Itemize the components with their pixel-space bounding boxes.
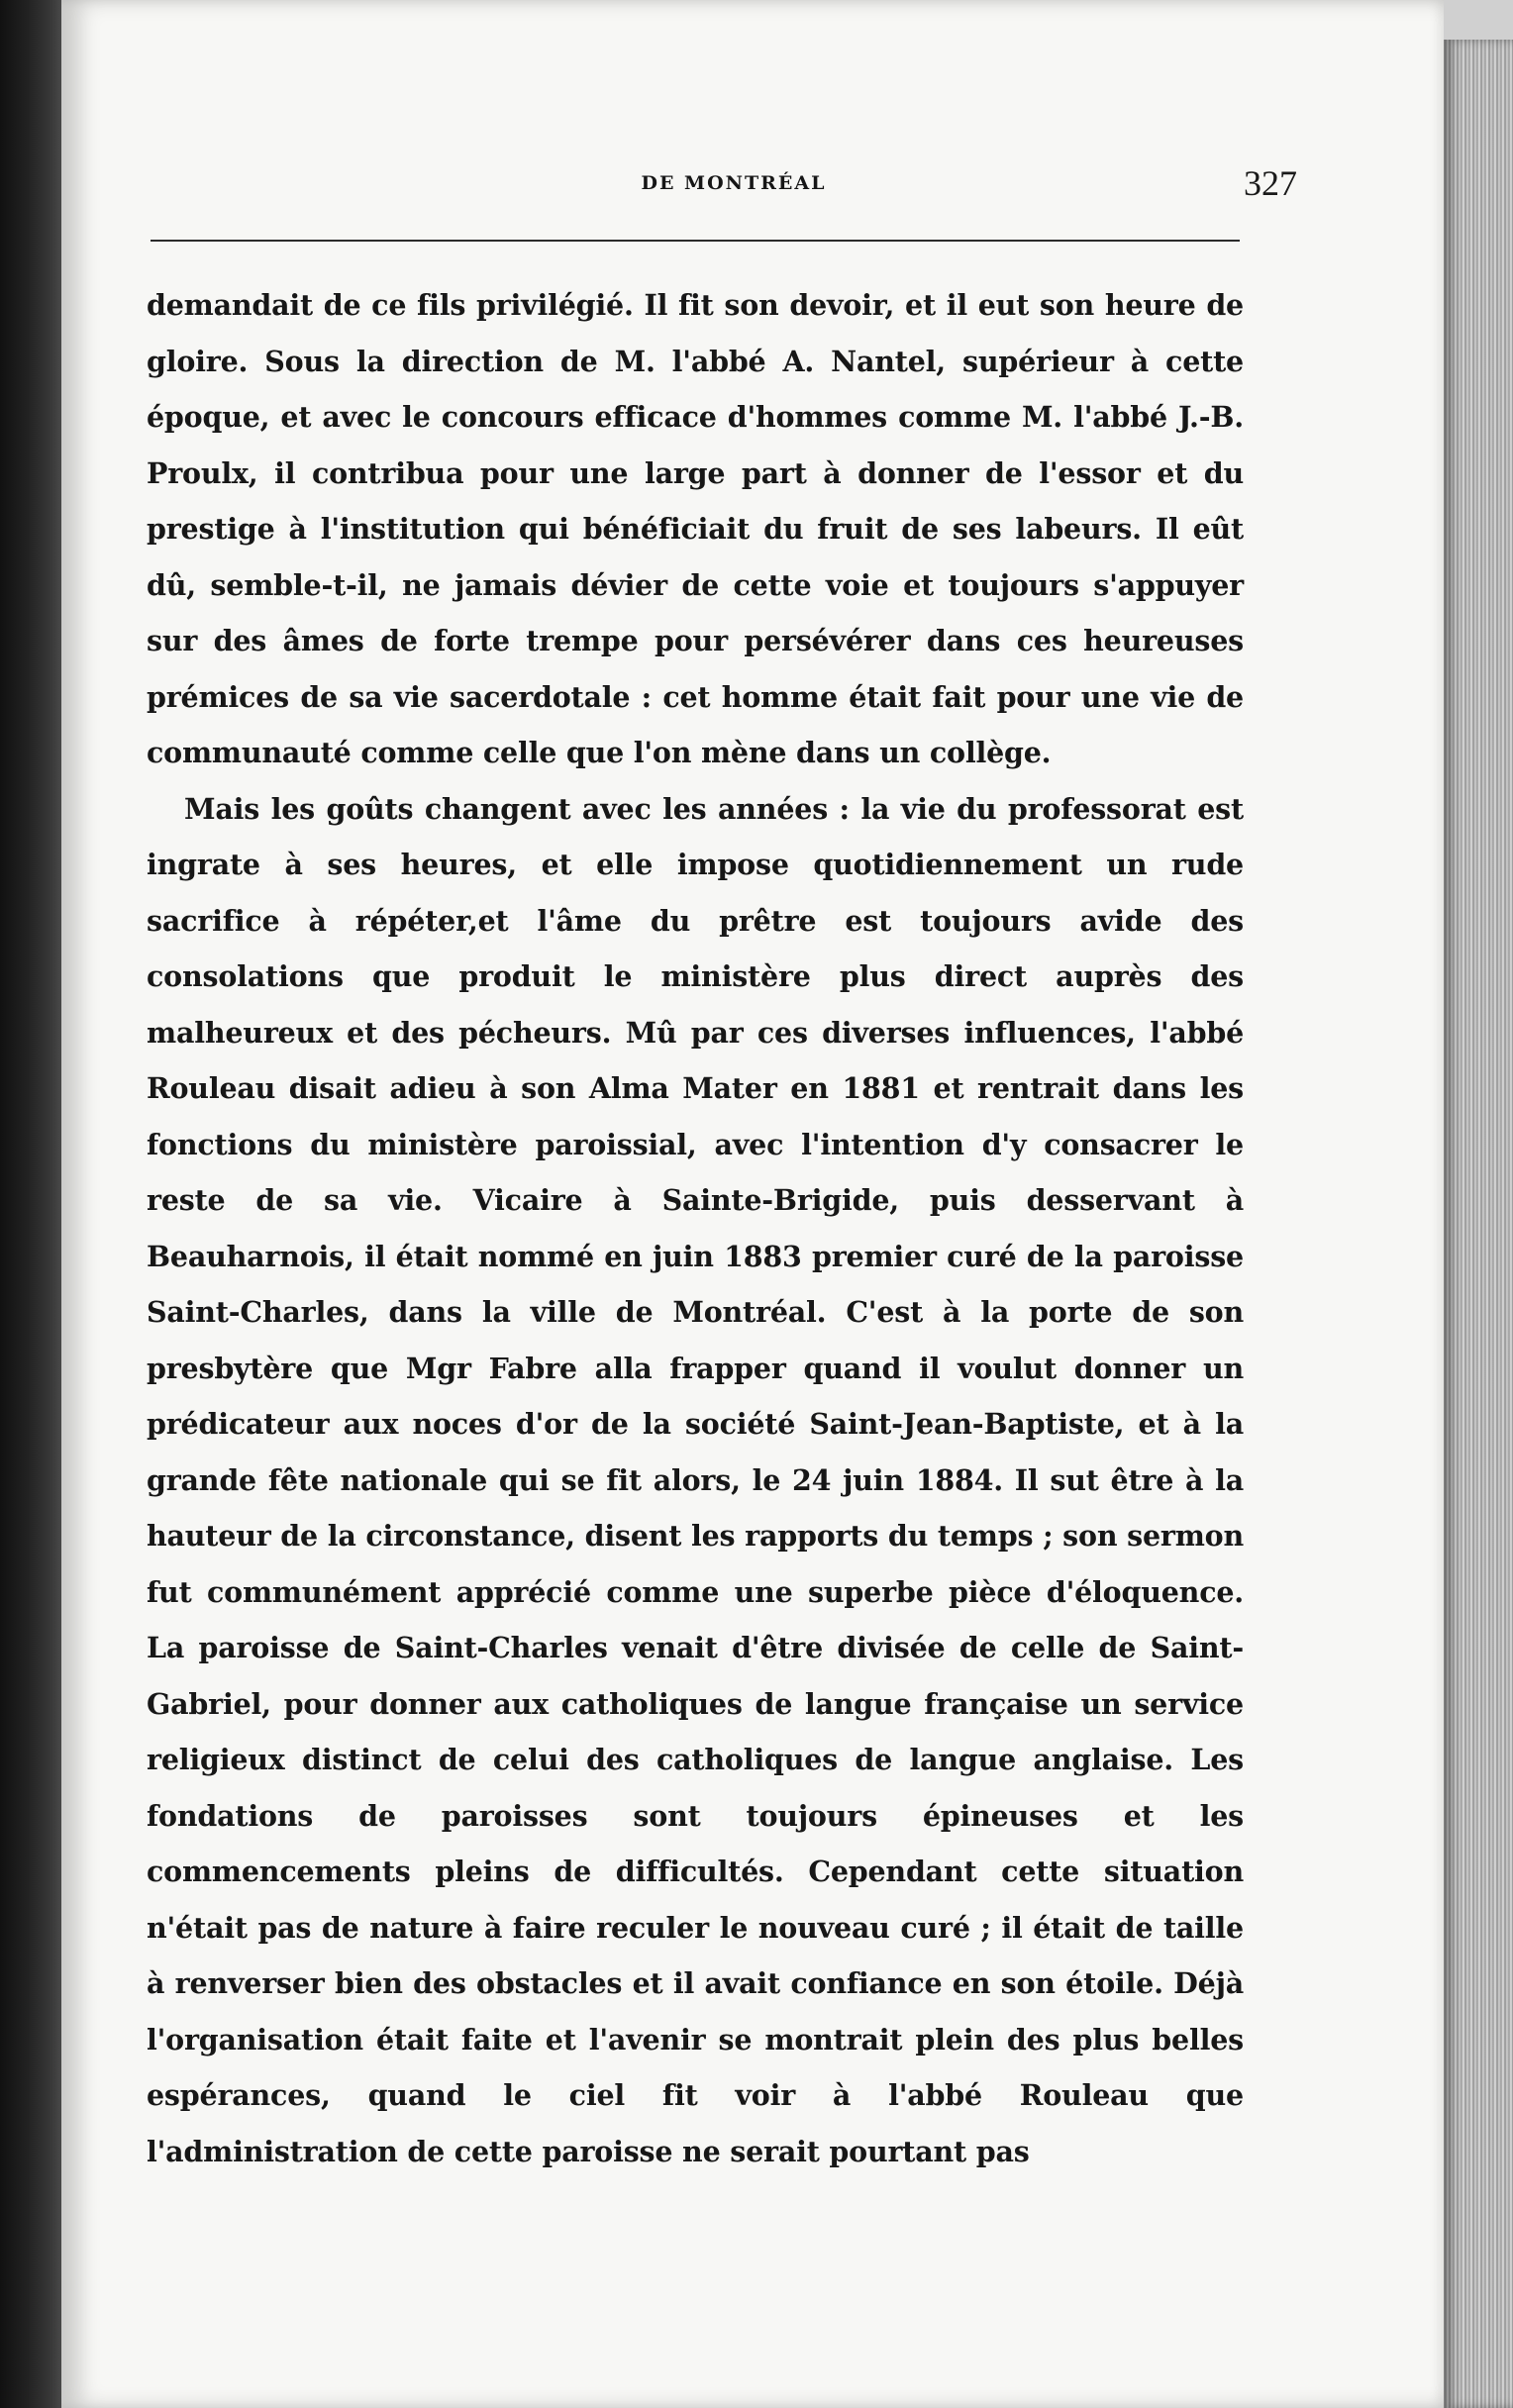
running-head bbox=[151, 163, 1297, 206]
book-page bbox=[61, 0, 1444, 2408]
page-number: 327 bbox=[1244, 163, 1297, 203]
header-rule bbox=[151, 240, 1240, 242]
book-spine-left bbox=[0, 0, 69, 2408]
paragraph: Mais les goûts changent avec les années : la vie du professorat est ingrate à ses heures, et elle impose quotidiennement un rude sacrifice à répéter,et l'âme du prêtre est toujours avide des consolations que produit le ministère plus direct auprès des malheureux et des pécheurs. Mû par ces diverses influences, l'abbé Rouleau disait adieu à son Alma Mater en 1881 et rentrait dans les fonctions du ministère paroissial, avec l'intention d'y consacrer le reste de sa vie. Vicaire à Sainte-Brigide, puis desservant à Beauharnois, il était nommé en juin 1883 premier curé de la paroisse Saint-Charles, dans la ville de Montréal. C'est à la porte de son presbytère que Mgr Fabre alla frapper quand il voulut donner un prédicateur aux noces d'or de la société Saint-Jean-Baptiste, et à la grande fête nationale qui se fit alors, le 24 juin 1884. Il sut être à la hauteur de la circonstance, disent les rapports du temps ; son sermon fut communément apprécié comme une superbe pièce d'éloquence. La paroisse de Saint-Charles venait d'être divisée de celle de Saint-Gabriel, pour donner aux catholiques de langue française un service religieux distinct de celui des catholiques de langue anglaise. Les fondations de paroisses sont toujours épineuses et les commencements pleins de difficultés. Cependant cette situation n'était pas de nature à faire reculer le nouveau curé ; il était de taille à renverser bien des obstacles et il avait confiance en son étoile. Déjà l'organisation était faite et l'avenir se montrait plein des plus belles espérances, quand le ciel fit voir à l'abbé Rouleau que l'administration de cette paroisse ne serait pourtant pas bbox=[147, 791, 1244, 2168]
body-text bbox=[147, 277, 1244, 2179]
paragraph: demandait de ce fils privilégié. Il fit son devoir, et il eut son heure de gloire. Sous la direction de M. l'abbé A. Nantel, supérieur à cette époque, et avec le concours efficace d'hommes comme M. l'abbé J.-B. Proulx, il contribua pour une large part à donner de l'essor et du prestige à l'institution qui bénéficiait du fruit de ses labeurs. Il eût dû, semble-t-il, ne jamais dévier de cette voie et toujours s'appuyer sur des âmes de forte trempe pour persévérer dans ces heureuses prémices de sa vie sacerdotale : cet homme était fait pour une vie de communauté comme celle que l'on mène dans un collège. bbox=[147, 288, 1244, 769]
running-head-title: DE MONTRÉAL bbox=[641, 172, 827, 194]
page-edges-right bbox=[1444, 40, 1513, 2408]
